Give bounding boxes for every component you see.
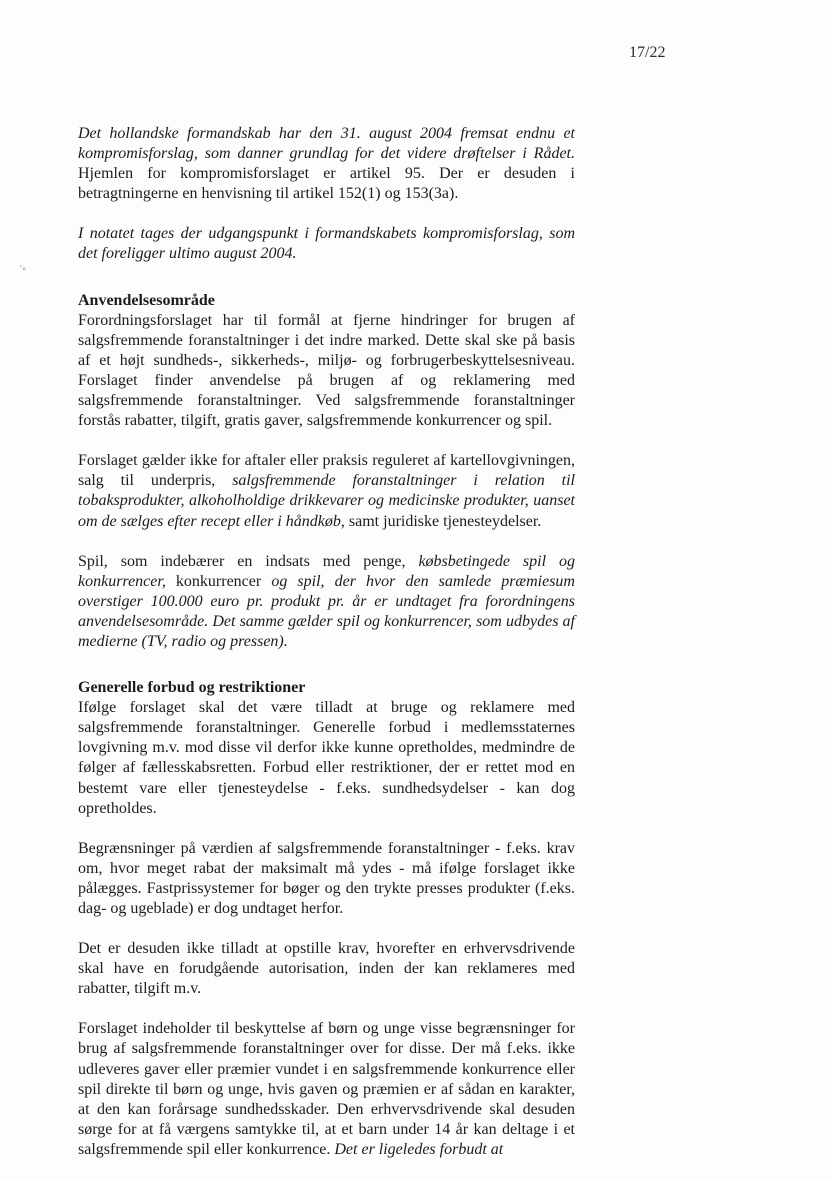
scope-paragraph-2 [78,451,575,531]
restrictions-paragraph-1: Ifølge forslaget skal det være tilladt at bruge og reklamere med salgsfremmende foranstaltninger. Generelle forbud i medlemsstaternes lovgivning m.v. mod disse vil derfor ikke kunne opretholdes, medmindre de følger af fællesskabsretten. Forbud eller restriktioner, der er rettet mod en bestemt vare eller tjenesteydelse - f.eks. sundhedsydelser - kan dog opretholdes. [78,699,575,817]
scope-p2-italic: salgsfremmende foranstaltninger i relation til tobaksprodukter, alkoholholdige drikkevarer og medicinske produkter, uanset om de sælges efter recept eller i håndkøb [78,472,575,530]
document-body [78,124,575,1180]
scan-mark: '∘ [20,264,27,275]
scope-p3-italic-1: købsbetingede spil og konkurrencer, [78,552,576,590]
restrictions-heading: Generelle forbud og restriktioner [78,679,306,697]
intro-italic: Det hollandske formandskab har den 31. august 2004 fremsat endnu et kompromisforslag, som danner grundlag for det videre drøftelser i Rådet. [78,125,575,163]
intro-note: I notatet tages der udgangspunkt i formandskabets kompromisforslag, som det foreligger ultimo august 2004. [78,225,575,263]
intro-paragraph [78,124,575,204]
scope-heading: Anvendelsesområde [78,291,215,309]
scope-p3-text-b: konkurrencer [165,572,272,590]
restrictions-paragraph-4 [78,1019,575,1160]
intro-text: Hjemlen for kompromisforslaget er artikel 95. Der er desuden i betragtningerne en henvisning til artikel 152(1) og 153(3a). [78,165,575,203]
scope-paragraph-1: Forordningsforslaget har til formål at fjerne hindringer for brugen af salgsfremmende foranstaltninger i det indre marked. Dette skal ske på basis af et højt sundheds-, sikkerheds-, miljø- og forbrugerbeskyttelsesniveau. Forslaget finder anvendelse på brugen af og reklamering med salgsfremmende foranstaltninger. Ved salgsfremmende foranstaltninger forstås rabatter, tilgift, gratis gaver, salgsfremmende konkurrencer og spil. [78,311,575,430]
restrictions-p4-text: Forslaget indeholder til beskyttelse af børn og unge visse begrænsninger for brug af salgsfremmende foranstaltninger over for disse. Der må f.eks. ikke udleveres gaver eller præmier vundet i en salgsfremmende konkurrence eller spil direkte til børn og unge, hvis gaven og præmien er af sådan en karakter, at den kan forårsage sundhedsskader. Den erhvervsdrivende skal desuden sørge for at få værgens samtykke til, at et barn under 14 år kan deltage i et salgsfremmende spil eller konkurrence. [78,1020,575,1158]
restrictions-paragraph-3: Det er desuden ikke tilladt at opstille krav, hvorefter en erhvervsdrivende skal have en forudgående autorisation, inden der kan reklameres med rabatter, tilgift m.v. [78,940,575,998]
scope-p2-text-b: , samt juridiske tjenesteydelser. [340,512,542,530]
restrictions-paragraph-2: Begrænsninger på værdien af salgsfremmende foranstaltninger - f.eks. krav om, hvor meget rabat der maksimalt må ydes - må ifølge forslaget ikke pålægges. Fastprissystemer for bøger og den trykte presses produkter (f.eks. dag- og ugeblade) er dog undtaget herfor. [78,839,575,917]
scope-p2-text-a: Forslaget gælder ikke for aftaler eller praksis reguleret af kartellovgivningen, salg til underpris, [78,452,575,490]
scope-p3-text-a: Spil, som indebærer en indsats med penge, [78,552,419,570]
page-number: 17/22 [629,44,666,61]
scope-paragraph-3 [78,552,575,652]
restrictions-p4-italic: Det er ligeledes forbudt at [334,1140,504,1158]
scope-p3-italic-2: og spil, der hvor den samlede præmiesum overstiger 100.000 euro pr. produkt pr. år er undtaget fra forordningens anvendelsesområde. Det samme gælder spil og konkurrencer, som udbydes af medierne (TV, radio og pressen). [78,572,575,650]
